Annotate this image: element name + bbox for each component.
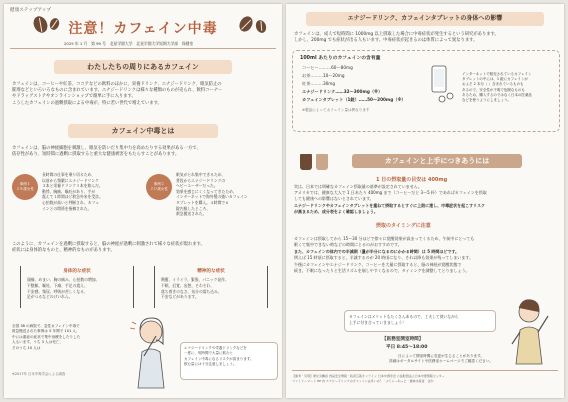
physical-symptoms-box: 身体的な症状 頭痛、めまい、胸の痛み、心拍数の増加、 不整脈、嘔吐、下痢、手足の震え、 不安感、頻尿、呼吸が苦しくなる、 足がつるなどのけいれん、 (20, 266, 134, 308)
phone-tablet-icon (428, 64, 456, 104)
section-body: カフェインは、コーヒーや紅茶、ココアなどの飲料のほかに、栄養ドリンク、エナジードリンク、眠気防止の 錠剤などといろいろなものに含まれています。エナジードリンクは様々な種類のものが売られ、飲料コーナー やドラッグストアやオンラインショップで簡単に手に入ります。 こうしたカフェインの過剰摂取による中毒が、特に若い世代で増えています。 (12, 82, 223, 106)
newsletter-page-right (286, 4, 564, 398)
page-title: 注意！カフェイン中毒 (68, 21, 218, 37)
newsletter-page-left (4, 4, 282, 398)
references: 【参考・引用】厚生労働省 食品安全情報・政府広報オンライン 日本中毒学会 公益財団法人日本中毒情報センター ファミリーマート HP 内 エナジードリンクのカフェインは多いの？・ぷてらーねっと・農林水産省 ほか (292, 374, 445, 383)
series-label: 健康ステップアップ (10, 8, 51, 13)
section-heading: エナジードリンク、カフェインタブレットの身体への影響 (306, 12, 544, 26)
timing-title: 摂取のタイミングに注意 (376, 223, 431, 229)
section-intro: カフェインは、脳の神経細胞を刺激し、眠気を防いだり集中力を高めたりする効果がある一方で、 依存性があり、短時間に過剰に摂取すると重大な健康被害をもたらすことがあります。 (12, 146, 201, 158)
case-text: 長時間の仕事を乗り切るため、 以前から頻繁にエナジードリンク ３本と栄養ドリンク１本を飲んだ。 動悸、胸痛、嘔吐があり、手が 震えて１時間ほど救急外来を受診。 心拍数が高いと判断され、カフェ インとの関係を指摘された。 (42, 172, 103, 211)
issue-line: 2025 年 1 月 第 99 号 北星学園大学 北星学園大学短期大学部 保健室 (64, 41, 194, 46)
intro-text: カフェインは、成人で短時間に 1000mg 以上摂取した場合に中毒症状が発生するという研究があります。 しかし、200mg でも症状が出る人もいます。中毒症状が起きるのは体質によって異なります。 (294, 32, 499, 44)
statistics-source: ※2017年 日本中毒学会による調査 (12, 372, 66, 376)
section-heading: カフェイン中毒とは (68, 124, 218, 138)
summary-text: このように、カフェインを過剰に摂取すると、脳の神経が過剰に刺激されて様々な症状が現れます。 症状には身体的なものと、精神的なものがあります。 (12, 242, 205, 254)
speech-bubble: エナジードリンクや栄養ドリンクなどを 一度に、短時間で大量に飲むと カフェイン中毒になるリスクが高まります。 飲む量には十分注意しましょう。 (180, 342, 278, 380)
coffee-cup-icon (300, 154, 312, 170)
case-badge: 事例１ ２８歳女性 (12, 174, 38, 200)
office-hours-note: 日によって開室時間に変更が生じることがあります。 詳細はポータルサイトや医務室ホームページでご確認ください。 (389, 354, 493, 364)
latte-cup-icon (316, 154, 328, 170)
statistics-note: 全国 38 の病院で、急性カフェイン中毒で 救急搬送された事例は 5 年間で 101 人、 中には重症の症状で集中治療をしたりした 人もいます。うち 3 人は死亡、 そのうち 10 人は (12, 324, 81, 350)
divider (292, 370, 558, 371)
office-hours-title: 【医務室開室時間】 (382, 337, 424, 342)
case-badge: 事例２ ２０歳女性 (146, 174, 172, 200)
case-text: 眠気がとれ集中できるため、 普段からエナジードリンクの ヘビーユーザーだった。 効果を感じにくくなってきたため、 インターネットで海外製の強いカフェイン タブレットを購入。４時間で６ 錠内服したところ、 救急搬送された。 (176, 172, 248, 217)
office-hours-value: 平日 8:45～18:00 (386, 345, 428, 350)
divider (10, 48, 276, 49)
content-list: コーヒー………60～80mg お茶………10～20mg 紅茶………30mg エナジードリンク……32～300mg（※） カフェインタブレット（1錠）……50～200mg（※） (302, 65, 406, 102)
section-heading: カフェインと上手につきあうには (352, 154, 522, 168)
timing-body: カフェインは摂取してから 15～30 分ほどで徐々に覚醒効果が高まってくるため、午前中にとっても 眠くて集中できない時などの時間にとるのがおすすめです。 また、カフェインの体内での半減期（量が半分になるのにかかる時間）は 5 時間ほどです。 例えば 15 時頃に摂取すると、半減するのが 20 時頃になり、それ以降も効果が残ってしまいます。 午後にカフェインやエナジードリンク、コーヒーを大量に摂取すると、脳の神経が覚醒状態で 続き、不眠になったりと生活リズムを崩しやすくなるので、タイミングを調整してとりましょう。 (294, 236, 475, 274)
tip-bubble: カフェインはメリットもたくさんあるので、工夫して使いながら 上手に付き合っていきましょう！ (344, 310, 496, 332)
section-heading: わたしたちの周りにあるカフェイン (54, 60, 232, 74)
mental-symptoms-box: 精神的な症状 興奮、イライラ、緊張、パニック発作、 不眠、幻覚、妄想、そわそわ、 落ち着きのなさ、気分の落ち込み、 不安などがあります。 (154, 266, 268, 308)
tablet-warning: インターネットで販売されているカフェイン タブレットの中には、1 錠にカフェインが およそ 2 本分（ ）含まれているものも あるので、安全性が不明で危険なものも あるため、購入するのではなく日本の医薬品 などを使うようにしましょう。 (462, 72, 532, 103)
person-headache-illustration (126, 312, 176, 392)
content-title: 100ml あたりのカフェインの含有量 (300, 56, 381, 61)
amount-body: 実は、日本では明確なカフェイン摂取量の基準が設定されていません。 アメリカでは、健康な大人で 1 日あたり 400mg まで（コーヒーだと 3～5 杯）であればカフェインを摂取 しても健康への影響はないとされています。 エナジードリンクやカフェインタブレットを重ねて摂取するとすぐに上限に達し、中毒症状を起こすリスク が高まるため、成分表をよく確認しましょう。 (294, 184, 487, 214)
amount-title: 1 日の摂取量の目安は 400mg (376, 177, 448, 183)
content-note: ※製品によってカフェイン量は異なります (302, 108, 370, 112)
